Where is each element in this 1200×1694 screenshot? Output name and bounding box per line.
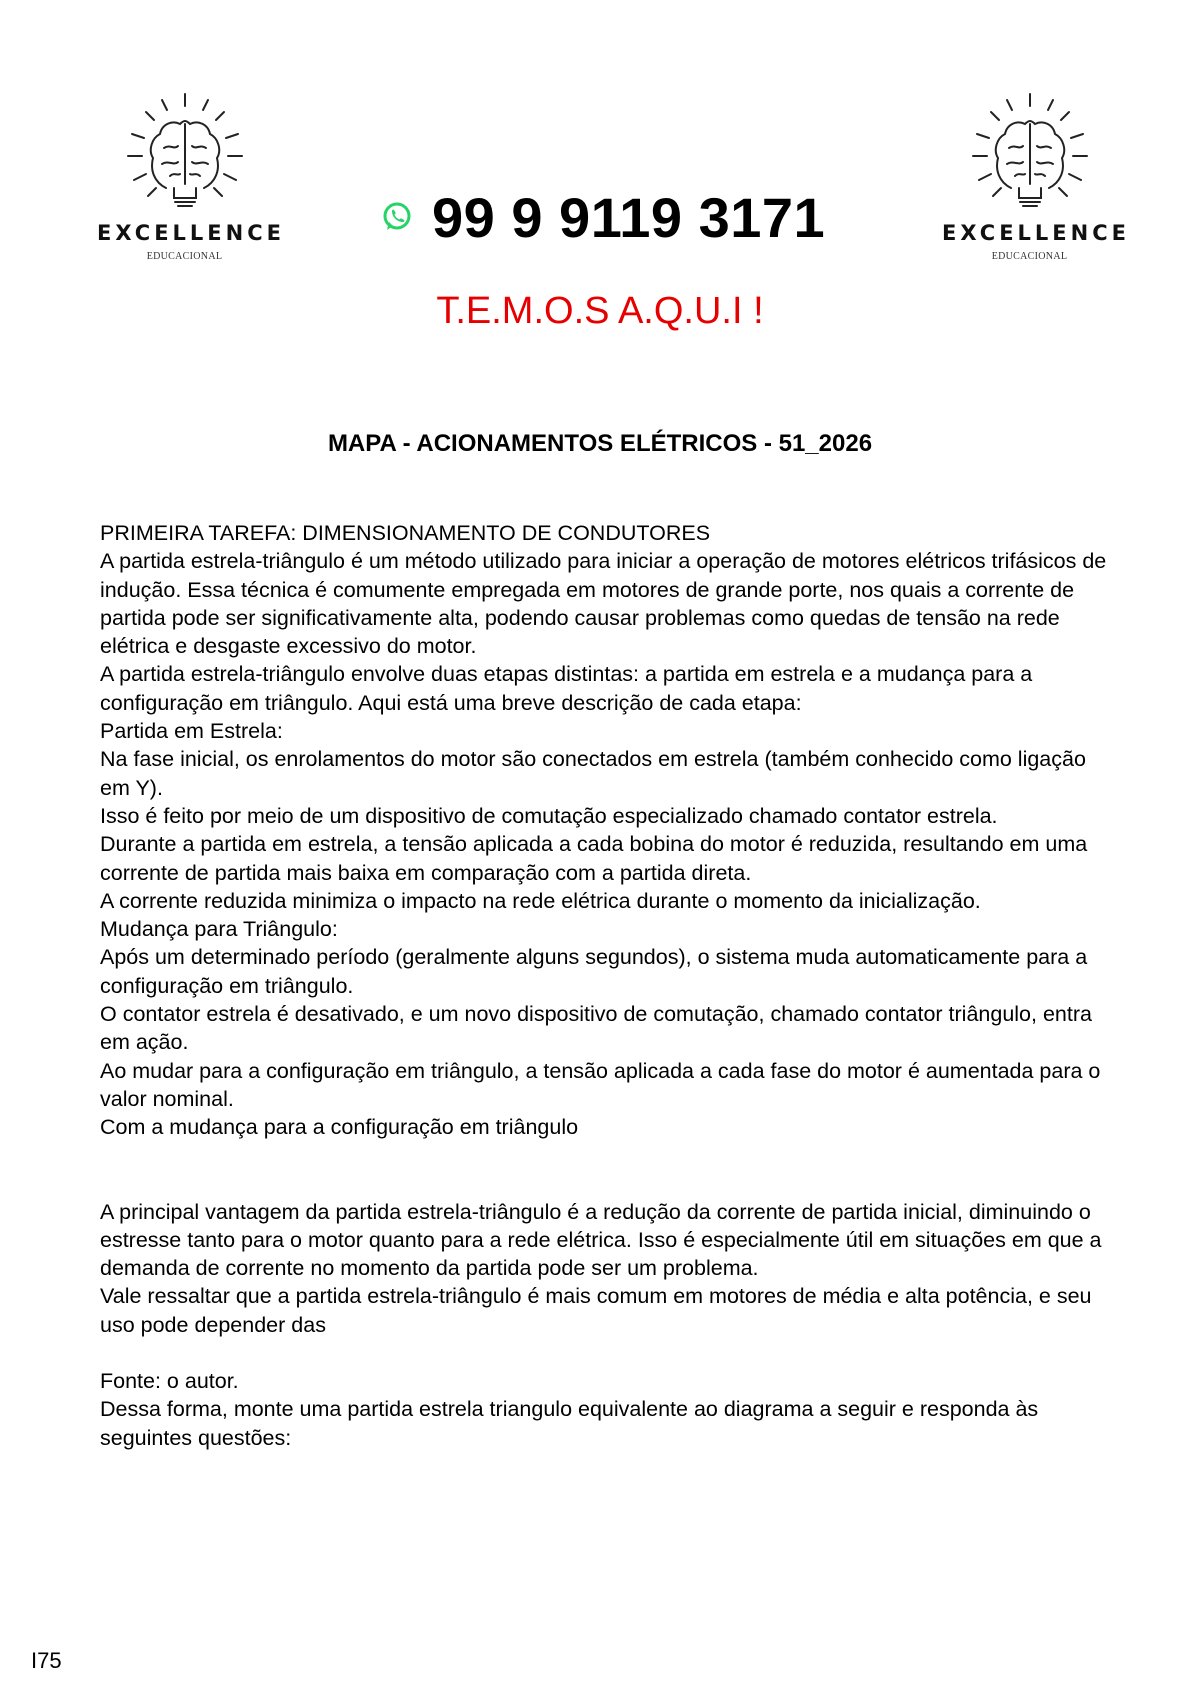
paragraph: Mudança para Triângulo: bbox=[100, 917, 338, 942]
excellence-logo-left bbox=[97, 92, 285, 292]
paragraph: A principal vantagem da partida estrela-triângulo é a redução da corrente de partida inicial, diminuindo o estresse tanto para o motor quanto para a rede elétrica. Isso é especialmente útil em situações em que a demanda de corrente no momento da partida pode ser um problema. bbox=[100, 1199, 1102, 1281]
paragraph: Na fase inicial, os enrolamentos do motor são conectados em estrela (também conhecido como ligação em Y). bbox=[100, 747, 1086, 800]
paragraph: O contator estrela é desativado, e um novo dispositivo de comutação, chamado contator triângulo, entra em ação. bbox=[100, 1002, 1092, 1055]
paragraph: Isso é feito por meio de um dispositivo de comutação especializado chamado contator estrela. bbox=[100, 803, 998, 828]
paragraph: Ao mudar para a configuração em triângulo, a tensão aplicada a cada fase do motor é aumentada para o valor nominal. bbox=[100, 1058, 1101, 1111]
paragraph: Dessa forma, monte uma partida estrela triangulo equivalente ao diagrama a seguir e responda às seguintes questões: bbox=[100, 1397, 1039, 1450]
paragraph: Fonte: o autor. bbox=[100, 1369, 239, 1394]
document-body bbox=[100, 519, 1120, 1452]
paragraph: A corrente reduzida minimiza o impacto na rede elétrica durante o momento da inicialização. bbox=[100, 888, 981, 913]
paragraph: A partida estrela-triângulo é um método utilizado para iniciar a operação de motores elétricos trifásicos de indução. Essa técnica é comumente empregada em motores de grande porte, nos quais a corrente de partida pode ser significativamente alta, podendo causar problemas como quedas de tensão na rede elétrica e desgaste excessivo do motor. bbox=[100, 549, 1107, 659]
phone-number: 99 9 9119 3171 bbox=[432, 185, 826, 249]
paragraph: Durante a partida em estrela, a tensão aplicada a cada bobina do motor é reduzida, resultando em uma corrente de partida mais baixa em comparação com a partida direta. bbox=[100, 832, 1088, 885]
paragraph: Após um determinado período (geralmente alguns segundos), o sistema muda automaticamente para a configuração em triângulo. bbox=[100, 945, 1088, 998]
paragraph: Vale ressaltar que a partida estrela-triângulo é mais comum em motores de média e alta potência, e seu uso pode depender das bbox=[100, 1284, 1092, 1337]
logo-sub-text: EDUCACIONAL bbox=[146, 251, 223, 262]
logo-brand-text: EXCELLENCE bbox=[942, 221, 1130, 245]
paragraph: Com a mudança para a configuração em triângulo bbox=[100, 1115, 579, 1140]
excellence-logo-right bbox=[942, 92, 1130, 292]
spacer bbox=[100, 1142, 1120, 1198]
spacer bbox=[100, 1339, 1120, 1367]
paragraph: PRIMEIRA TAREFA: DIMENSIONAMENTO DE CONDUTORES bbox=[100, 521, 711, 545]
document-title: MAPA - ACIONAMENTOS ELÉTRICOS - 51_2026 bbox=[327, 430, 873, 457]
page-code: I75 bbox=[31, 1648, 62, 1673]
brain-lightbulb-icon bbox=[120, 92, 250, 217]
tagline: T.E.M.O.S A.Q.U.I ! bbox=[436, 290, 764, 332]
whatsapp-icon bbox=[380, 200, 414, 234]
paragraph: Partida em Estrela: bbox=[100, 719, 283, 744]
logo-brand-text: EXCELLENCE bbox=[97, 221, 285, 245]
whatsapp-contact[interactable] bbox=[380, 182, 825, 252]
brain-lightbulb-icon bbox=[965, 92, 1095, 217]
paragraph: A partida estrela-triângulo envolve duas etapas distintas: a partida em estrela e a mudança para a configuração em triângulo. Aqui está uma breve descrição de cada etapa: bbox=[100, 662, 1033, 715]
logo-sub-text: EDUCACIONAL bbox=[991, 251, 1068, 262]
